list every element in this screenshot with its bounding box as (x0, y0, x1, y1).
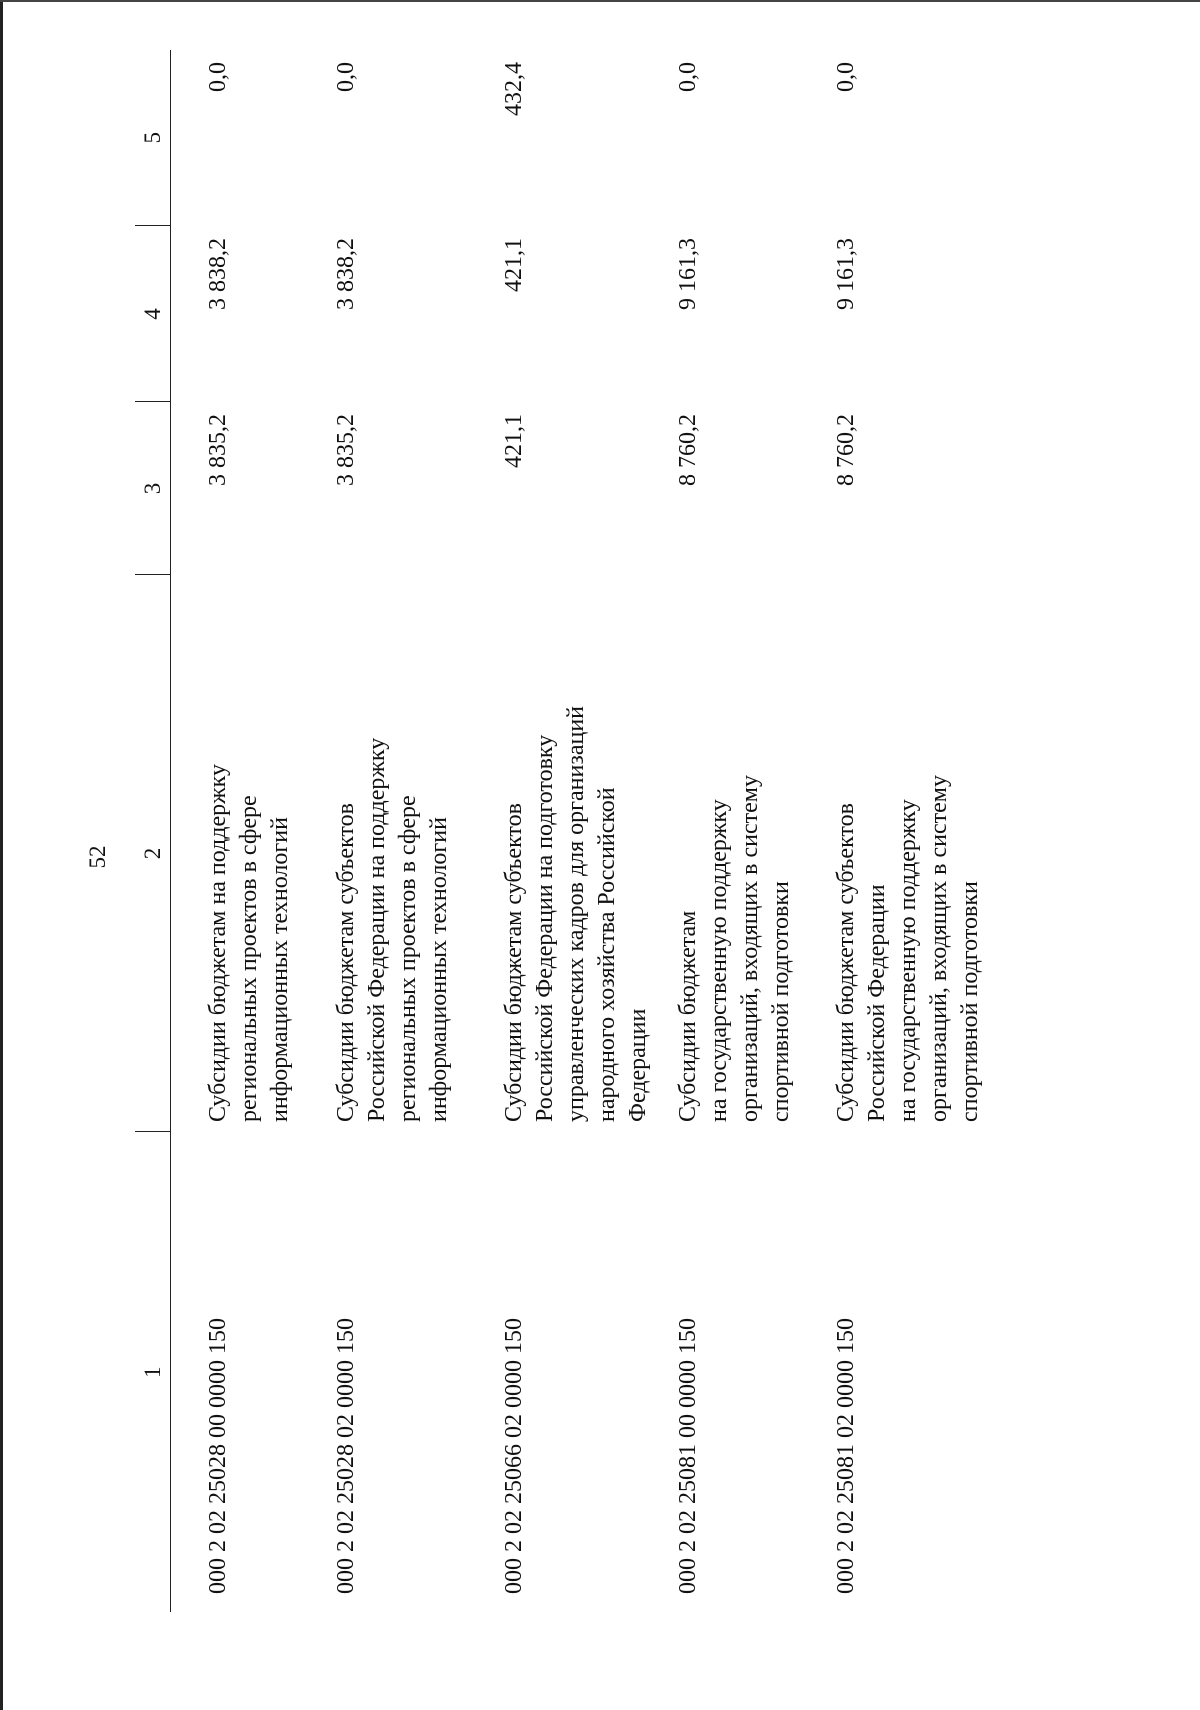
item-name-line: Субсидии бюджетам субъектов (501, 803, 527, 1122)
rotated-table-container (135, 50, 983, 1612)
amount-col3-cell: 3 835,2 (205, 414, 231, 486)
item-name-line: народного хозяйства Российской (594, 787, 620, 1122)
scan-edge-top (0, 0, 1200, 2)
budget-code-cell: 000 2 02 25081 02 0000 150 (833, 1318, 859, 1594)
item-name-line: Федерации (625, 1008, 651, 1122)
item-name-cell (667, 575, 827, 1132)
item-name-line: организаций, входящих в систему (737, 775, 763, 1122)
table-row (667, 50, 827, 1612)
table-row (491, 50, 667, 1612)
scan-edge-left (0, 0, 3, 1710)
item-name-line: информационных технологий (426, 817, 452, 1122)
item-name-cell (827, 575, 986, 1132)
amount-col5-cell: 0,0 (205, 62, 231, 92)
column-header-4: 4 (135, 226, 171, 402)
item-name-line: информационных технологий (267, 817, 293, 1122)
item-name-line: спортивной подготовки (957, 881, 983, 1122)
item-name-line: Российской Федерации (864, 884, 890, 1122)
item-name-line: организаций, входящих в систему (926, 775, 952, 1122)
table-row (827, 50, 986, 1612)
amount-col4-cell: 3 838,2 (205, 238, 231, 310)
column-header-1: 1 (135, 1132, 171, 1612)
item-name-line: Российской Федерации на подготовку (532, 734, 558, 1122)
amount-col4-cell: 421,1 (501, 238, 527, 292)
amount-col4-cell: 9 161,3 (833, 238, 859, 310)
budget-code-cell: 000 2 02 25066 02 0000 150 (501, 1318, 527, 1594)
amount-col5-cell: 0,0 (833, 62, 859, 92)
column-header-2: 2 (135, 575, 171, 1132)
table-header-row (135, 50, 171, 1612)
amount-col5-cell: 0,0 (675, 62, 701, 92)
column-header-5: 5 (135, 50, 171, 226)
amount-col5-cell: 0,0 (333, 62, 359, 92)
item-name-line: Российской Федерации на поддержку (364, 737, 390, 1122)
table-row (171, 50, 324, 1612)
item-name-line: региональных проектов в сфере (395, 795, 421, 1122)
item-name-line: на государственную поддержку (706, 799, 732, 1122)
amount-col3-cell: 3 835,2 (333, 414, 359, 486)
item-name-line: Субсидии бюджетам (675, 910, 701, 1122)
budget-code-cell: 000 2 02 25081 00 0000 150 (675, 1318, 701, 1594)
item-name-line: спортивной подготовки (768, 881, 794, 1122)
item-name-line: Субсидии бюджетам субъектов (333, 803, 359, 1122)
item-name-line: управленческих кадров для организаций (563, 705, 589, 1122)
amount-col4-cell: 3 838,2 (333, 238, 359, 310)
item-name-cell (171, 575, 324, 1132)
budget-code-cell: 000 2 02 25028 00 0000 150 (205, 1318, 231, 1594)
column-header-3: 3 (135, 402, 171, 575)
item-name-cell (491, 575, 667, 1132)
item-name-line: на государственную поддержку (895, 799, 921, 1122)
amount-col4-cell: 9 161,3 (675, 238, 701, 310)
item-name-line: региональных проектов в сфере (236, 795, 262, 1122)
item-name-line: Субсидии бюджетам субъектов (833, 803, 859, 1122)
amount-col5-cell: 432,4 (501, 62, 527, 116)
amount-col3-cell: 8 760,2 (833, 414, 859, 486)
table-row (323, 50, 491, 1612)
budget-table (135, 50, 986, 1612)
amount-col3-cell: 8 760,2 (675, 414, 701, 486)
page-number: 52 (85, 845, 110, 869)
item-name-line: Субсидии бюджетам на поддержку (205, 764, 231, 1122)
item-name-cell (323, 575, 491, 1132)
budget-code-cell: 000 2 02 25028 02 0000 150 (333, 1318, 359, 1594)
amount-col3-cell: 421,1 (501, 414, 527, 468)
